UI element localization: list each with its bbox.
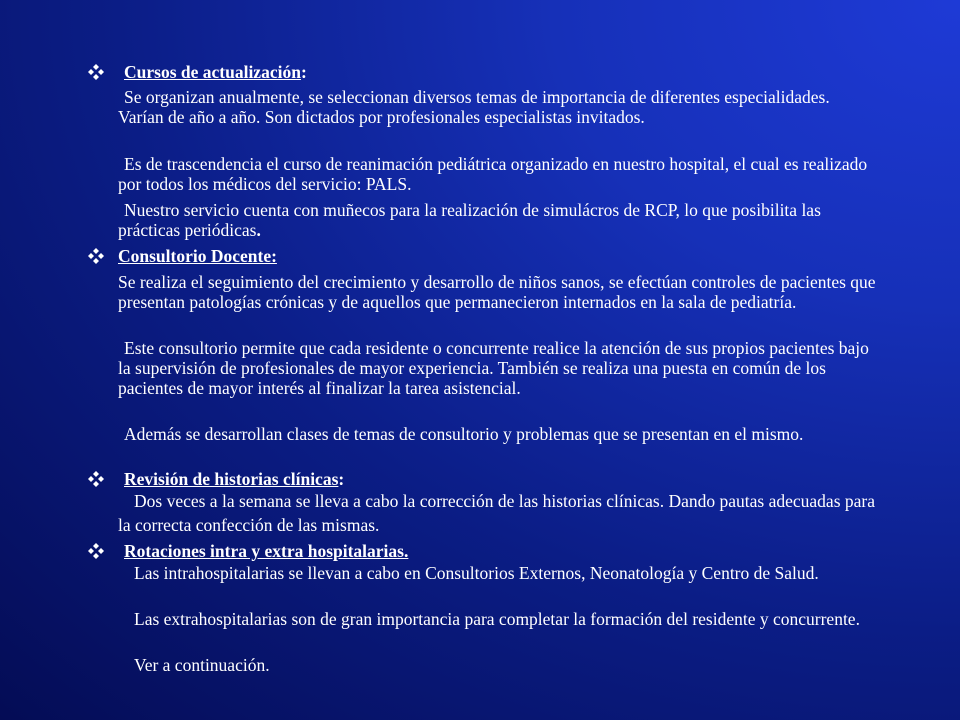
paragraph: Es de trascendencia el curso de reanimación pediátrica organizado en nuestro hospital, el cual es realizado por todos los médicos del servicio: PALS.: [118, 154, 868, 194]
diamond-bullet-icon: [86, 62, 106, 82]
diamond-bullet-icon: [86, 246, 106, 266]
paragraph: Se organizan anualmente, se seleccionan diversos temas de importancia de diferentes especialidades. Varían de año a año. Son dictados por profesionales especialistas invitados.: [118, 87, 830, 127]
section-heading: Revisión de historias clínicas:: [124, 469, 345, 489]
diamond-bullet-icon: [86, 541, 106, 561]
paragraph: Se realiza el seguimiento del crecimiento y desarrollo de niños sanos, se efectúan controles de pacientes que presentan patologías crónicas y de aquellos que permanecieron internados en la sala de pediatría.: [118, 272, 876, 312]
paragraph: Las intrahospitalarias se llevan a cabo en Consultorios Externos, Neonatología y Centro de Salud.: [134, 563, 819, 583]
paragraph: Además se desarrollan clases de temas de consultorio y problemas que se presentan en el mismo.: [124, 424, 804, 444]
section-heading: Rotaciones intra y extra hospitalarias.: [124, 541, 409, 561]
section-heading: Cursos de actualización:: [124, 62, 307, 82]
paragraph: Este consultorio permite que cada residente o concurrente realice la atención de sus propios pacientes bajo la supervisión de profesionales de mayor experiencia. También se realiza una puesta en común de los pacientes de mayor interés al finalizar la tarea asistencial.: [118, 338, 869, 398]
section-heading: Consultorio Docente:: [118, 246, 277, 266]
diamond-bullet-icon: [86, 469, 106, 489]
paragraph: Ver a continuación.: [134, 655, 270, 675]
paragraph: Nuestro servicio cuenta con muñecos para la realización de simulácros de RCP, lo que posibilita las prácticas periódicas.: [118, 200, 821, 240]
paragraph: Las extrahospitalarias son de gran importancia para completar la formación del residente y concurrente.: [134, 609, 860, 629]
paragraph: Dos veces a la semana se lleva a cabo la corrección de las historias clínicas. Dando pautas adecuadas para la correcta confección de las mismas.: [118, 491, 875, 535]
trailing-period: .: [256, 220, 261, 240]
